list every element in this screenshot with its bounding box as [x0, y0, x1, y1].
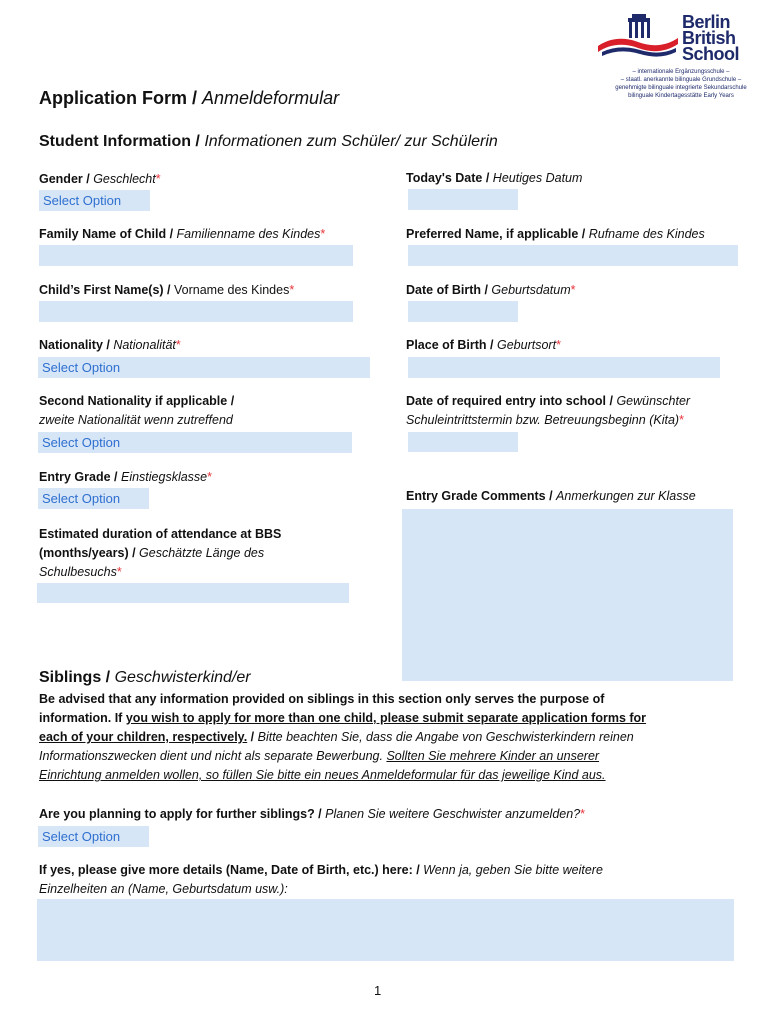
- entry-grade-select[interactable]: Select Option: [38, 488, 149, 509]
- preferred-name-label: Preferred Name, if applicable / Rufname des Kindes: [406, 227, 705, 241]
- logo-wordmark: Berlin British School: [682, 12, 740, 64]
- nationality-select[interactable]: Select Option: [38, 357, 370, 378]
- dob-input[interactable]: [408, 301, 518, 322]
- entry-date-label: Date of required entry into school / Gewünschter Schuleintrittstermin bzw. Betreuungsbeginn (Kita)*: [406, 394, 691, 427]
- sibling-details-textarea[interactable]: [37, 899, 734, 961]
- second-nationality-select[interactable]: Select Option: [38, 432, 352, 453]
- dob-label: Date of Birth / Geburtsdatum*: [406, 283, 576, 297]
- first-name-label: Child’s First Name(s) / Vorname des Kindes*: [39, 283, 295, 297]
- entry-date-input[interactable]: [408, 432, 518, 452]
- sibling-details-label: If yes, please give more details (Name, Date of Birth, etc.) here: / Wenn ja, geben Sie bitte weitere Einzelheiten an (Name, Geburtsdatum usw.):: [39, 863, 603, 896]
- duration-label: Estimated duration of attendance at BBS (months/years) / Geschätzte Länge des Schulbesuchs*: [39, 527, 282, 579]
- logo-tagline: – internationale Ergänzungsschule – – staatl. anerkannte bilinguale Grundschule – genehmigte bilinguale integrierte Sekundarschule bilinguale Kindertagesstätte Early Years: [615, 69, 747, 99]
- page-number: 1: [374, 983, 382, 998]
- gender-select[interactable]: Select Option: [39, 190, 150, 211]
- entry-grade-label: Entry Grade / Einstiegsklasse*: [39, 470, 213, 484]
- family-name-input[interactable]: [39, 245, 353, 266]
- entry-comments-textarea[interactable]: [402, 509, 733, 681]
- further-siblings-label: Are you planning to apply for further siblings? / Planen Sie weitere Geschwister anzumelden?*: [39, 807, 585, 821]
- todays-date-input[interactable]: [408, 189, 518, 210]
- siblings-note: Be advised that any information provided on siblings in this section only serves the purpose of information. If you wish to apply for more than one child, please submit separate application forms for each of your children, respectively. / Bitte beachten Sie, dass die Angabe von Geschwisterkindern reinen Informationszwecken dient und nicht als separate Bewerbung. Sollten Sie mehrere Kinder an unserer Einrichtung anmelden wollen, so füllen Sie bitte ein neues Anmeldeformular für das jeweilige Kind aus.: [39, 692, 647, 782]
- preferred-name-input[interactable]: [408, 245, 738, 266]
- entry-comments-label: Entry Grade Comments / Anmerkungen zur Klasse: [406, 489, 696, 503]
- school-logo: [596, 10, 766, 105]
- page-title: Application Form / Anmeldeformular: [39, 88, 340, 108]
- second-nationality-label: Second Nationality if applicable / zweite Nationalität wenn zutreffend: [39, 394, 235, 427]
- gender-label: Gender / Geschlecht*: [39, 172, 161, 186]
- siblings-heading: Siblings / Geschwisterkind/er: [39, 669, 251, 686]
- pob-label: Place of Birth / Geburtsort*: [406, 338, 561, 352]
- nationality-label: Nationality / Nationalität*: [39, 338, 181, 352]
- todays-date-label: Today's Date / Heutiges Datum: [406, 171, 583, 185]
- duration-input[interactable]: [37, 583, 349, 603]
- first-name-input[interactable]: [39, 301, 353, 322]
- brandenburg-gate-icon: [596, 12, 680, 62]
- further-siblings-select[interactable]: Select Option: [38, 826, 149, 847]
- pob-input[interactable]: [408, 357, 720, 378]
- student-info-heading: Student Information / Informationen zum Schüler/ zur Schülerin: [39, 133, 498, 150]
- family-name-label: Family Name of Child / Familienname des Kindes*: [39, 227, 326, 241]
